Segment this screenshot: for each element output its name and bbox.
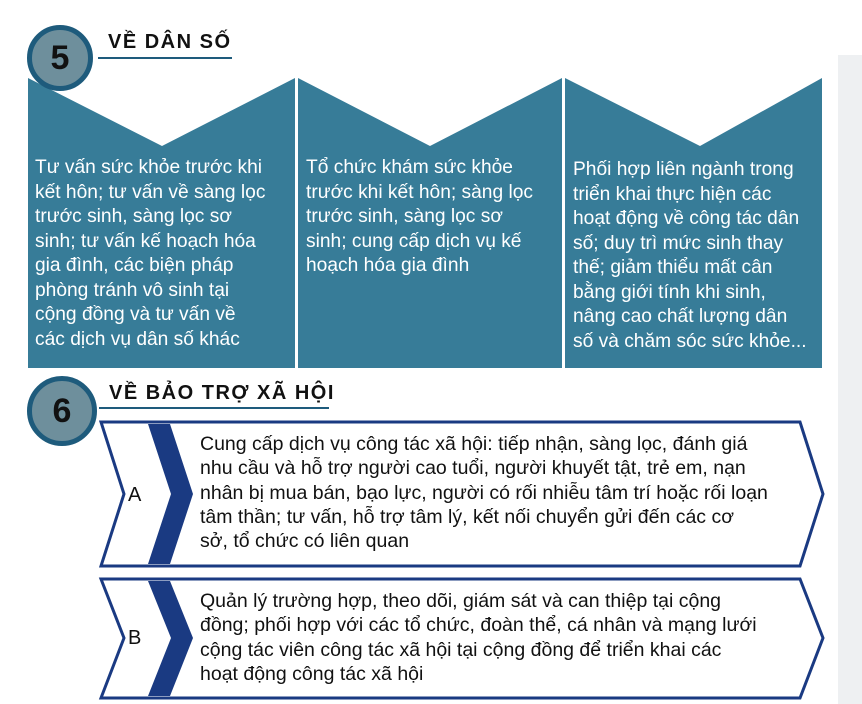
row-a-line: nhân bị mua bán, bạo lực, người có rối nhiễu tâm trí hoặc rối loạn <box>200 481 768 504</box>
row-b-line: đồng; phối hợp với các tổ chức, đoàn thể, cá nhân và mạng lưới <box>200 614 757 637</box>
section-5-title: VỀ DÂN SỐ <box>108 31 232 53</box>
column-1-line: các dịch vụ dân số khác <box>35 328 240 350</box>
section-6-title: VỀ BẢO TRỢ XÃ HỘI <box>109 382 335 404</box>
row-b-text <box>200 589 757 686</box>
column-3-line: triển khai thực hiện các <box>573 183 772 205</box>
column-2-text <box>306 156 533 279</box>
column-1-text <box>35 156 265 352</box>
section-6-number: 6 <box>52 391 72 430</box>
column-1-line: phòng tránh vô sinh tại <box>35 279 230 301</box>
row-b-line: cộng tác viên công tác xã hội tại cộng đồng để triển khai các <box>200 638 722 661</box>
section-5-number: 5 <box>50 38 70 77</box>
column-3-line: bằng giới tính khi sinh, <box>573 281 766 303</box>
column-1-line: Tư vấn sức khỏe trước khi <box>35 157 263 178</box>
row-a-line: sở, tổ chức có liên quan <box>200 530 410 553</box>
row-a-line: nhu cầu và hỗ trợ người cao tuổi, người khuyết tật, trẻ em, nạn <box>200 457 746 480</box>
section-5-title-underline <box>98 57 232 59</box>
column-2-line: hoạch hóa gia đình <box>306 255 470 276</box>
column-2-line: trước sinh, sàng lọc sơ <box>306 206 503 227</box>
column-1-line: cộng đồng và tư vấn về <box>35 304 236 325</box>
row-b-line: hoạt động công tác xã hội <box>200 662 424 685</box>
column-2-line: Tổ chức khám sức khỏe <box>306 157 513 178</box>
column-3-line: hoạt động về công tác dân <box>573 208 800 229</box>
column-2-line: sinh; cung cấp dịch vụ kế <box>306 230 522 252</box>
section-6-title-underline <box>99 407 329 409</box>
row-b-letter: B <box>128 627 142 649</box>
column-3-line: số và chăm sóc sức khỏe... <box>573 330 807 352</box>
column-3-line: số; duy trì mức sinh thay <box>573 232 784 254</box>
column-3-text <box>573 158 807 354</box>
section-6-number-badge <box>27 376 97 446</box>
row-b-line: Quản lý trường hợp, theo dõi, giám sát và can thiệp tại cộng <box>200 590 722 612</box>
column-3-line: thế; giảm thiểu mất cân <box>573 257 773 278</box>
column-1-line: trước sinh, sàng lọc sơ <box>35 206 232 227</box>
row-a-letter: A <box>128 484 142 506</box>
section-5-number-badge <box>27 25 93 91</box>
column-2-line: trước khi kết hôn; sàng lọc <box>306 181 533 203</box>
row-a-text <box>200 432 768 553</box>
right-gray-strip <box>838 55 862 704</box>
column-1-line: sinh; tư vấn kế hoạch hóa <box>35 230 256 252</box>
column-3-line: Phối hợp liên ngành trong <box>573 159 794 180</box>
row-a-line: tâm thần; tư vấn, hỗ trợ tâm lý, kết nối chuyển gửi đến các cơ <box>200 505 735 528</box>
column-1-line: gia đình, các biện pháp <box>35 255 234 276</box>
row-a-line: Cung cấp dịch vụ công tác xã hội: tiếp nhận, sàng lọc, đánh giá <box>200 433 748 455</box>
column-3-line: nâng cao chất lượng dân <box>573 306 788 327</box>
column-1-line: kết hôn; tư vấn về sàng lọc <box>35 181 266 203</box>
